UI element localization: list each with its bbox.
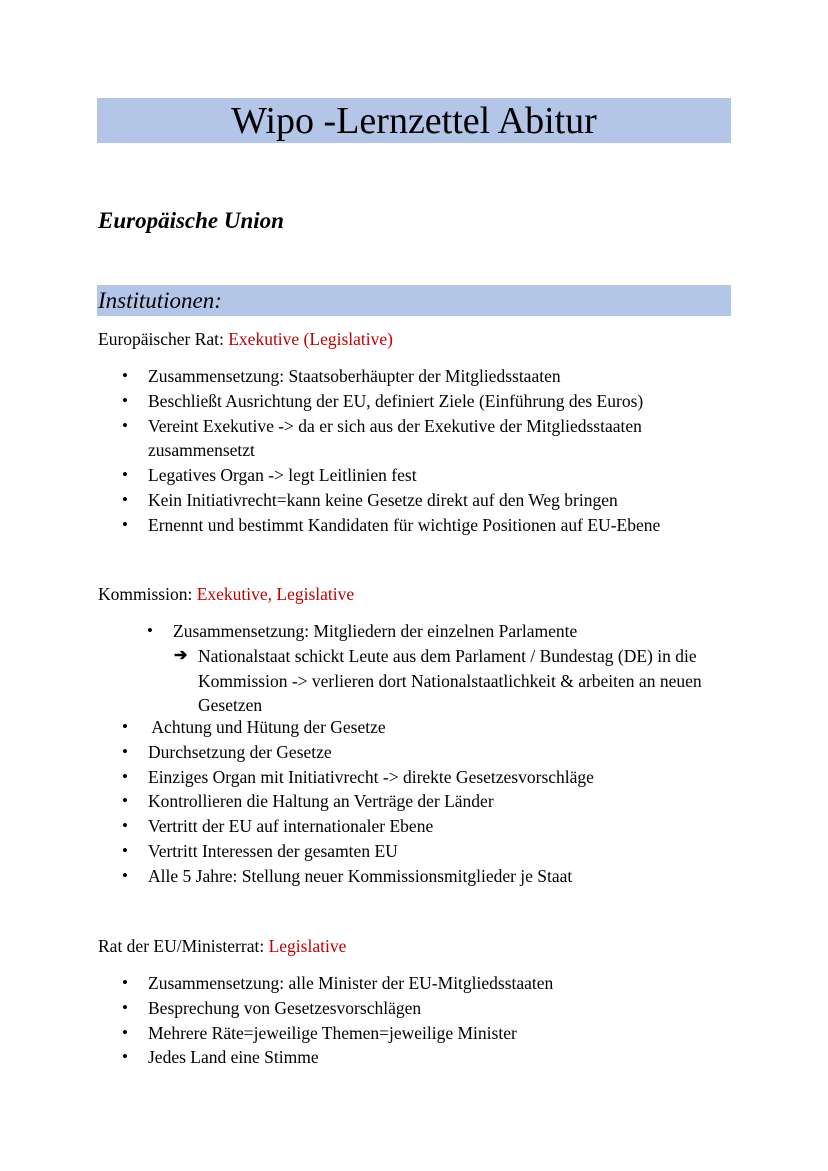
list-item: • Kontrollieren die Haltung an Verträge der Länder bbox=[122, 789, 732, 814]
kommission-nested-list bbox=[147, 619, 737, 644]
document-title: Wipo -Lernzettel Abitur bbox=[97, 98, 731, 143]
list-item: • Legatives Organ -> legt Leitlinien fest bbox=[122, 463, 732, 488]
list-item: • Zusammensetzung: alle Minister der EU-Mitgliedsstaaten bbox=[122, 971, 732, 996]
europaeischer-rat-heading bbox=[98, 327, 393, 351]
right-arrow-icon: ➔ bbox=[174, 647, 188, 664]
list-item: • Kein Initiativrecht=kann keine Gesetze direkt auf den Weg bringen bbox=[122, 488, 732, 513]
list-item: • Vereint Exekutive -> da er sich aus der Exekutive der Mitgliedsstaaten zusammensetzt bbox=[122, 414, 732, 464]
list-item: • Alle 5 Jahre: Stellung neuer Kommissionsmitglieder je Staat bbox=[122, 864, 732, 889]
subsection-heading-bar bbox=[97, 285, 731, 316]
list-item: • Besprechung von Gesetzesvorschlägen bbox=[122, 996, 732, 1021]
list-item: • Zusammensetzung: Staatsoberhäupter der Mitgliedsstaaten bbox=[122, 364, 732, 389]
list-item: • Vertritt der EU auf internationaler Ebene bbox=[122, 814, 732, 839]
list-item: • Vertritt Interessen der gesamten EU bbox=[122, 839, 732, 864]
ministerrat-label: Rat der EU/Ministerrat: bbox=[98, 936, 265, 956]
europaeischer-rat-label: Europäischer Rat: bbox=[98, 329, 224, 349]
list-item: • Einziges Organ mit Initiativrecht -> direkte Gesetzesvorschläge bbox=[122, 765, 732, 790]
europaeischer-rat-list bbox=[122, 364, 732, 538]
kommission-list bbox=[122, 715, 732, 889]
section-heading: Europäische Union bbox=[98, 208, 284, 233]
list-item: • Achtung und Hütung der Gesetze bbox=[122, 715, 732, 740]
kommission-arrow-item bbox=[174, 644, 734, 718]
arrow-item-text: Nationalstaat schickt Leute aus dem Parlament / Bundestag (DE) in die Kommission -> verlieren dort Nationalstaatlichkeit & arbeiten an neuen Gesetzen bbox=[198, 646, 702, 715]
list-item: • Ernennt und bestimmt Kandidaten für wichtige Positionen auf EU-Ebene bbox=[122, 513, 732, 538]
list-item: • Zusammensetzung: Mitgliedern der einzelnen Parlamente bbox=[147, 619, 737, 644]
ministerrat-roles: Legislative bbox=[268, 936, 347, 956]
list-item: • Mehrere Räte=jeweilige Themen=jeweilige Minister bbox=[122, 1021, 732, 1046]
kommission-label: Kommission: bbox=[98, 584, 193, 604]
list-item: • Jedes Land eine Stimme bbox=[122, 1045, 732, 1070]
list-item: • Durchsetzung der Gesetze bbox=[122, 740, 732, 765]
list-item: • Beschließt Ausrichtung der EU, definiert Ziele (Einführung des Euros) bbox=[122, 389, 732, 414]
subsection-heading: Institutionen: bbox=[98, 288, 222, 313]
ministerrat-list bbox=[122, 971, 732, 1070]
kommission-roles: Exekutive, Legislative bbox=[196, 584, 355, 604]
kommission-heading bbox=[98, 582, 354, 606]
ministerrat-heading bbox=[98, 934, 346, 958]
europaeischer-rat-roles: Exekutive (Legislative) bbox=[228, 329, 393, 349]
